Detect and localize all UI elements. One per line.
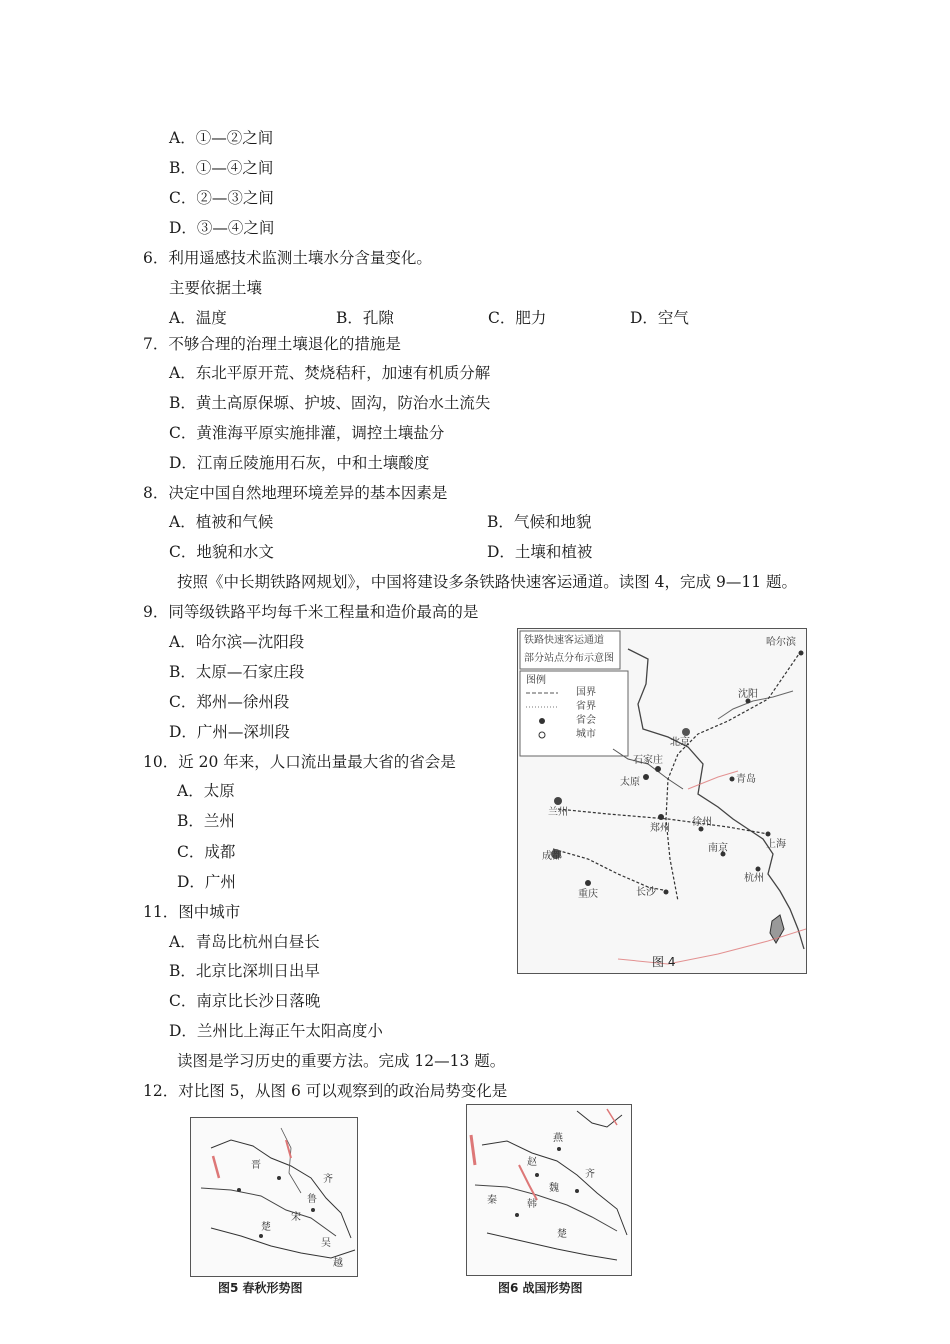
q11-option-d: D．兰州比上海正午太阳高度小 [169,1022,383,1040]
map4-city-changsha: 长沙 [636,887,656,898]
q6-option-a: A．温度 [169,309,227,327]
map5-label-jin: 晋 [251,1160,261,1171]
q9-option-b: B．太原—石家庄段 [169,663,305,681]
q5-option-b: B．①—④之间 [169,159,274,177]
q9-option-c: C．郑州—徐州段 [169,693,290,711]
q8-option-c: C．地貌和水文 [169,543,274,561]
map6-label-qin: 秦 [487,1195,497,1206]
map4-legend-border: 国界 [576,687,596,698]
figure-5-spring-autumn-map [190,1117,358,1277]
q6-option-d: D．空气 [630,309,689,327]
map4-city-chengdu: 成都 [542,851,562,862]
map5-label-yue: 越 [333,1258,343,1269]
intro-12-13: 读图是学习历史的重要方法。完成 12—13 题。 [177,1052,506,1070]
map4-city-beijing: 北京 [670,737,690,748]
q11-option-c: C．南京比长沙日落晚 [169,992,321,1010]
map4-city-hangzhou: 杭州 [744,873,764,884]
figure-6-warring-states-map [466,1104,632,1276]
q8-option-d: D．土壤和植被 [487,543,593,561]
q11-option-a: A．青岛比杭州白昼长 [169,933,320,951]
q10-stem: 10．近 20 年来，人口流出量最大省的省会是 [143,753,456,771]
map4-city-lanzhou: 兰州 [548,807,568,818]
map4-city-xuzhou: 徐州 [692,817,712,828]
q10-option-a: A．太原 [177,782,235,800]
map5-label-qi: 齐 [323,1174,333,1185]
q9-option-a: A．哈尔滨—沈阳段 [169,633,305,651]
q6-option-b: B．孔隙 [336,309,394,327]
map4-title-line1: 铁路快速客运通道 [524,635,604,646]
map4-city-nanjing: 南京 [708,843,728,854]
map6-label-wei: 魏 [549,1183,559,1194]
map6-label-yan: 燕 [553,1133,563,1144]
figure-4-drawing [518,629,806,973]
q11-stem: 11．图中城市 [143,903,241,921]
map5-label-lu: 鲁 [307,1194,317,1205]
q6-option-c: C．肥力 [488,309,547,327]
map4-city-shijiazhuang: 石家庄 [633,755,663,766]
q9-stem: 9．同等级铁路平均每千米工程量和造价最高的是 [143,603,479,621]
q5-option-c: C．②—③之间 [169,189,274,207]
figure-5-drawing [191,1118,357,1276]
map4-legend-title: 图例 [526,675,546,686]
map4-caption: 图 4 [652,955,676,969]
q8-option-b: B．气候和地貌 [487,513,592,531]
map4-legend-city: 城市 [576,729,596,740]
map4-city-shanghai: 上海 [766,839,786,850]
q7-stem: 7．不够合理的治理土壤退化的措施是 [143,335,401,353]
map5-label-wu: 吴 [321,1238,331,1249]
q12-stem: 12．对比图 5，从图 6 可以观察到的政治局势变化是 [143,1082,508,1100]
map5-label-song: 宋 [291,1212,301,1223]
map5-label-chu: 楚 [261,1222,271,1233]
q5-option-d: D．③—④之间 [169,219,275,237]
q7-option-a: A．东北平原开荒、焚烧秸秆，加速有机质分解 [169,364,491,382]
map4-city-qingdao: 青岛 [736,774,756,785]
q5-option-a: A．①—②之间 [169,129,274,147]
q10-option-d: D．广州 [177,873,236,891]
map4-city-harbin: 哈尔滨 [766,637,796,648]
q11-option-b: B．北京比深圳日出早 [169,962,320,980]
q7-option-b: B．黄土高原保塬、护坡、固沟，防治水土流失 [169,394,491,412]
map4-city-zhengzhou: 郑州 [650,823,670,834]
q9-option-d: D．广州—深圳段 [169,723,290,741]
map6-label-zhao: 赵 [527,1157,537,1168]
map6-label-han: 韩 [527,1199,537,1210]
map4-legend-province: 省界 [576,701,596,712]
intro-9-11: 按照《中长期铁路网规划》，中国将建设多条铁路快速客运通道。读图 4，完成 9—11 题。 [177,573,797,591]
q6-sub: 主要依据土壤 [169,279,263,297]
map4-legend-capital: 省会 [576,715,596,726]
map4-city-taiyuan: 太原 [620,777,640,788]
q10-option-b: B．兰州 [177,812,235,830]
map6-label-chu: 楚 [557,1229,567,1240]
map4-title-line2: 部分站点分布示意图 [524,653,614,664]
q6-stem: 6．利用遥感技术监测土壤水分含量变化。 [143,249,432,267]
map4-city-chongqing: 重庆 [578,889,598,900]
q7-option-c: C．黄淮海平原实施排灌，调控土壤盐分 [169,424,445,442]
map5-caption: 图5 春秋形势图 [218,1281,303,1295]
q7-option-d: D．江南丘陵施用石灰，中和土壤酸度 [169,454,430,472]
map6-label-qi: 齐 [585,1169,595,1180]
q8-option-a: A．植被和气候 [169,513,274,531]
q8-stem: 8．决定中国自然地理环境差异的基本因素是 [143,484,448,502]
map6-caption: 图6 战国形势图 [498,1281,583,1295]
map4-city-shenyang: 沈阳 [738,689,758,700]
q10-option-c: C．成都 [177,843,236,861]
figure-4-railway-map [517,628,807,974]
